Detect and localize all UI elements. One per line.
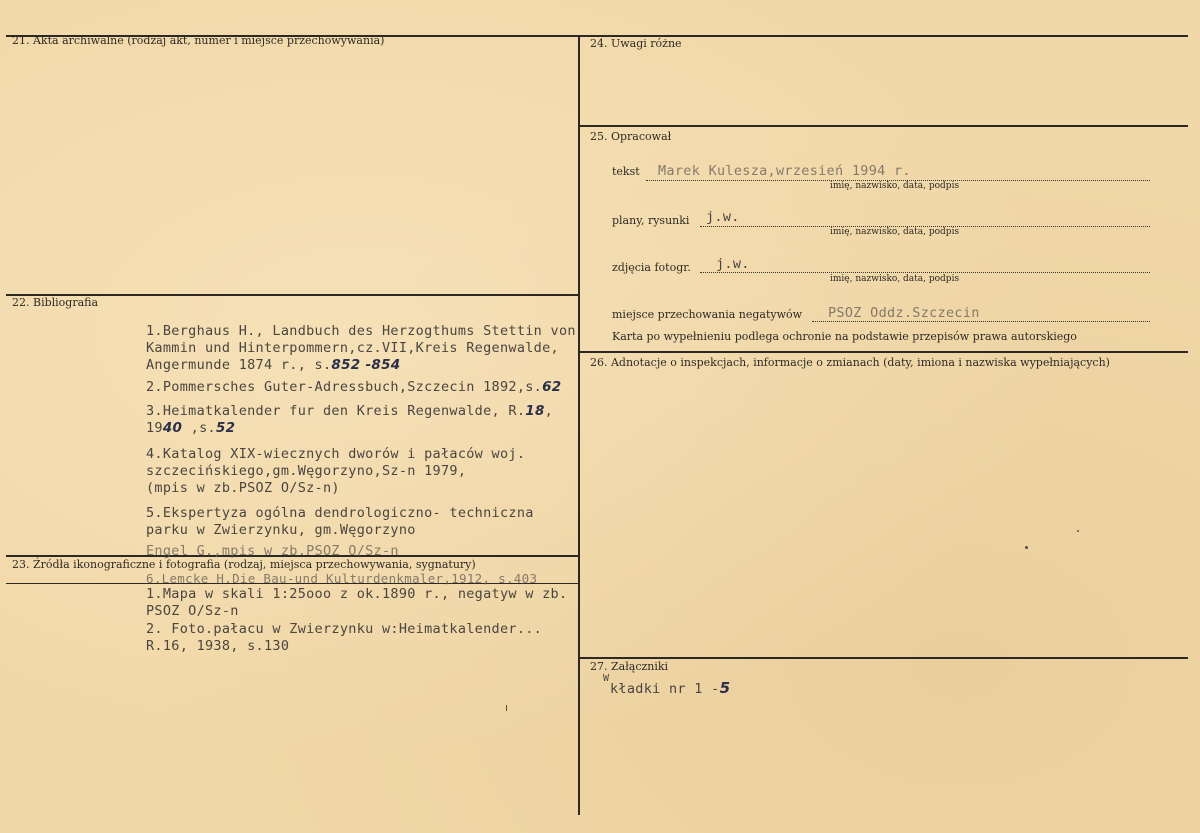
bib-entry-3-line-1	[146, 403, 553, 420]
attachments-text: kładki nr 1 -	[610, 681, 720, 697]
icon-source-1-line-1: 1.Mapa w skali 1:25ooo z ok.1890 r., negatyw w zb.	[146, 586, 568, 602]
bib-entry-3-sep: ,s.	[182, 420, 216, 436]
section-23-label: 23. Źródła ikonograficzne i fotografia (rodzaj, miejsca przechowywania, sygnatury)	[12, 558, 476, 571]
section-22-label: 22. Bibliografia	[12, 296, 99, 309]
zdjecia-label: zdjęcia fotogr.	[612, 261, 691, 274]
bib-entry-1-line-2: Kammin und Hinterpommern,cz.VII,Kreis Regenwalde,	[146, 340, 559, 356]
bib-entry-2-text: 2.Pommersches Guter-Adressbuch,Szczecin 1892,s.	[146, 379, 543, 395]
icon-source-2-line-1: 2. Foto.pałacu w Zwierzynku w:Heimatkalender...	[146, 621, 543, 637]
bib-entry-3-text: 3.Heimatkalender fur den Kreis Regenwalde, R.	[146, 403, 526, 419]
center-divider	[578, 35, 580, 815]
copyright-note: Karta po wypełnieniu podlega ochronie na podstawie przepisów prawa autorskiego	[612, 330, 1077, 343]
paper-speck	[1025, 546, 1028, 549]
section-26-label: 26. Adnotacje o inspekcjach, informacje o zmianach (daty, imiona i nazwiska wypełniających)	[590, 356, 1110, 369]
bib-entry-3-century: 19	[146, 420, 163, 436]
rule-25-26	[580, 351, 1188, 353]
section-25-label: 25. Opracował	[590, 130, 672, 143]
section-24-label: 24. Uwagi różne	[590, 37, 682, 50]
bib-entry-3-comma: ,	[544, 403, 554, 419]
zdjecia-caption: imię, nazwisko, data, podpis	[830, 274, 960, 284]
tekst-caption: imię, nazwisko, data, podpis	[830, 181, 960, 191]
zdjecia-value: j.w.	[716, 256, 750, 272]
tekst-label: tekst	[612, 165, 640, 178]
attachments-value	[610, 680, 730, 698]
bib-entry-5-line-1: 5.Ekspertyza ogólna dendrologiczno- techniczna	[146, 505, 534, 521]
attachments-count: 5	[719, 679, 731, 697]
negatywy-label: miejsce przechowania negatywów	[612, 308, 803, 321]
bib-entry-2-page: 62	[542, 379, 562, 395]
bib-entry-6: 6.Lemcke H.Die Bau-und Kulturdenkmaler,1912, s.403	[146, 571, 538, 586]
bib-entry-1-pages: 852 -854	[331, 357, 401, 373]
bib-entry-3-volume: 18	[525, 403, 545, 419]
rule-26-27	[580, 657, 1188, 659]
bib-entry-3-page: 52	[215, 420, 236, 436]
bib-entry-1-line-1: 1.Berghaus H., Landbuch des Herzogthums Stettin von	[146, 323, 576, 339]
paper-speck	[1077, 530, 1079, 532]
icon-source-1-line-2: PSOZ O/Sz-n	[146, 603, 239, 619]
tekst-value: Marek Kulesza,wrzesień 1994 r.	[658, 163, 911, 179]
section-21-label: 21. Akta archiwalne (rodzaj akt, numer i miejsce przechowywania)	[12, 34, 385, 47]
bib-entry-1-line-3	[146, 357, 401, 374]
bib-entry-5-line-2: parku w Zwierzynku, gm.Węgorzyno	[146, 522, 416, 538]
icon-source-2-line-2: R.16, 1938, s.130	[146, 638, 290, 654]
bib-entry-4-line-3: (mpis w zb.PSOZ O/Sz-n)	[146, 480, 340, 496]
bib-entry-3-year: 40	[162, 420, 183, 436]
attachments-mark: W	[603, 673, 610, 684]
bib-entry-5-line-3: Engel G.,mpis w zb.PSOZ O/Sz-n	[146, 543, 399, 559]
plany-caption: imię, nazwisko, data, podpis	[830, 227, 960, 237]
bib-entry-3-line-2	[146, 420, 235, 437]
bib-entry-4-line-2: szczecińskiego,gm.Węgorzyno,Sz-n 1979,	[146, 463, 467, 479]
plany-value: j.w.	[706, 209, 740, 225]
rule-24-25	[580, 125, 1188, 127]
zdjecia-line	[700, 272, 1150, 273]
negatywy-value: PSOZ Oddz.Szczecin	[828, 305, 980, 321]
bib-entry-2	[146, 379, 562, 396]
paper-speck	[506, 705, 507, 711]
section-27-label: 27. Załączniki	[590, 660, 669, 673]
bib-entry-4-line-1: 4.Katalog XIX-wiecznych dworów i pałaców woj.	[146, 446, 526, 462]
plany-label: plany, rysunki	[612, 214, 690, 227]
bib-entry-1-text: Angermunde 1874 r., s.	[146, 357, 332, 373]
